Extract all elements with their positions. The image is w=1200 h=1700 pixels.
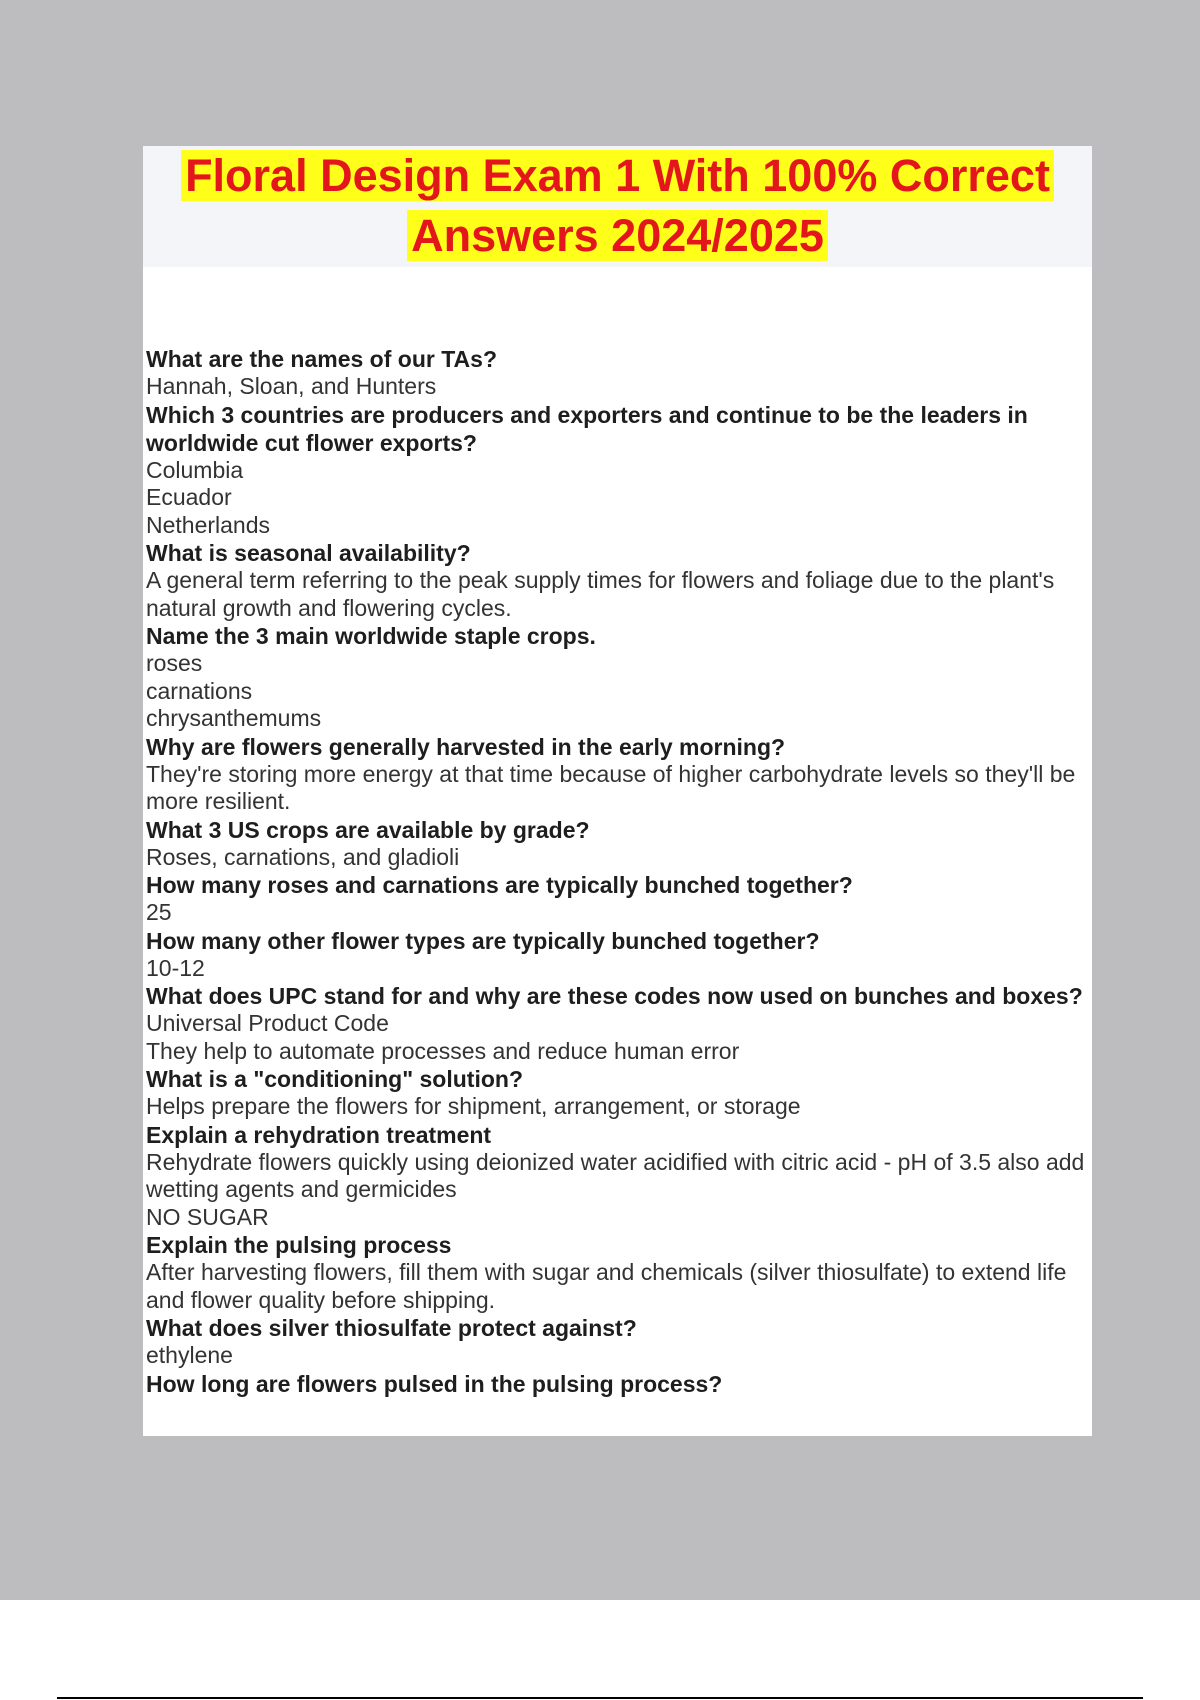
qa-item (146, 622, 1086, 733)
qa-item (146, 1121, 1086, 1232)
answer-text: Universal Product Code (146, 1010, 389, 1036)
answer-text: Helps prepare the flowers for shipment, arrangement, or storage (146, 1093, 801, 1119)
qa-item (146, 1370, 1086, 1398)
answer-text: NO SUGAR (146, 1203, 269, 1230)
document-title (143, 146, 1092, 266)
answer-text: They help to automate processes and reduce human error (146, 1037, 740, 1064)
answer-text: Netherlands (146, 511, 271, 538)
answer-text: A general term referring to the peak supply times for flowers and foliage due to the plant's natural growth and flowering cycles. (146, 567, 1055, 621)
question-text: Which 3 countries are producers and exporters and continue to be the leaders in worldwide cut flower exports? (146, 401, 1028, 456)
question-text: Explain a rehydration treatment (146, 1121, 492, 1148)
qa-item (146, 982, 1086, 1065)
answer-text: carnations (146, 677, 253, 704)
answer-text: Ecuador (146, 484, 232, 510)
qa-item (146, 539, 1086, 622)
qa-item (146, 1231, 1086, 1314)
question-text: How many other flower types are typically bunched together? (146, 927, 820, 954)
qa-item (146, 927, 1086, 983)
question-text: What is a "conditioning" solution? (146, 1066, 523, 1092)
answer-text: 10-12 (146, 954, 205, 981)
title-line-2: Answers 2024/2025 (407, 210, 828, 261)
answer-text: 25 (146, 899, 172, 925)
qa-item (146, 816, 1086, 872)
qa-item (146, 733, 1086, 816)
question-text: Name the 3 main worldwide staple crops. (146, 623, 596, 649)
answer-text: They're storing more energy at that time because of higher carbohydrate levels so they'll be more resilient. (146, 760, 1076, 814)
answer-text: roses (146, 650, 203, 676)
qa-list (146, 345, 1086, 1398)
qa-item (146, 871, 1086, 927)
answer-text: Rehydrate flowers quickly using deionized water acidified with citric acid - pH of 3.5 also add wetting agents and germicides (146, 1148, 1085, 1202)
question-text: What is seasonal availability? (146, 540, 471, 566)
answer-text: ethylene (146, 1342, 233, 1368)
question-text: What does UPC stand for and why are these codes now used on bunches and boxes? (146, 983, 1083, 1009)
question-text: Why are flowers generally harvested in the early morning? (146, 733, 786, 760)
bottom-divider (57, 1697, 1143, 1699)
qa-item (146, 1314, 1086, 1370)
answer-text: Roses, carnations, and gladioli (146, 843, 460, 870)
question-text: How long are flowers pulsed in the pulsing process? (146, 1370, 723, 1397)
qa-item (146, 401, 1086, 540)
qa-item (146, 345, 1086, 401)
answer-text: chrysanthemums (146, 705, 322, 731)
question-text: How many roses and carnations are typically bunched together? (146, 872, 853, 898)
question-text: What are the names of our TAs? (146, 346, 498, 372)
qa-item (146, 1065, 1086, 1121)
question-text: Explain the pulsing process (146, 1232, 452, 1258)
question-text: What 3 US crops are available by grade? (146, 816, 590, 843)
title-line-1: Floral Design Exam 1 With 100% Correct (181, 150, 1054, 201)
answer-text: Columbia (146, 456, 244, 483)
document-page (143, 146, 1092, 1436)
answer-text: After harvesting flowers, fill them with sugar and chemicals (silver thiosulfate) to extend life and flower quality before shipping. (146, 1259, 1067, 1313)
question-text: What does silver thiosulfate protect against? (146, 1315, 637, 1341)
answer-text: Hannah, Sloan, and Hunters (146, 373, 437, 399)
